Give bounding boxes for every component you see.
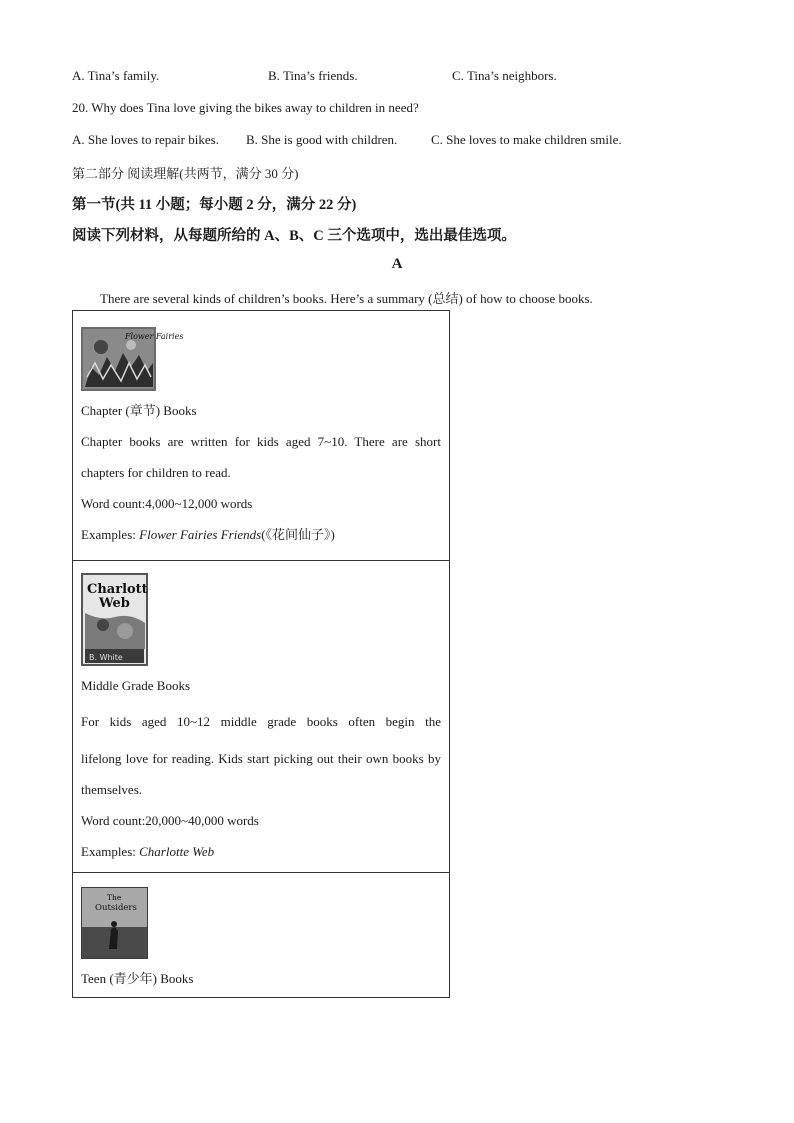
book-desc-chapter: Chapter books are written for kids aged 7~10. There are short chapters for children to read.: [81, 434, 441, 480]
book-cell-chapter: [73, 311, 450, 561]
q19-option-c: C. Tina’s neighbors.: [452, 68, 557, 83]
section1-title: 第一节(共 11 小题；每小题 2 分，满分 22 分): [72, 197, 357, 213]
part2-title: 第二部分 阅读理解(共两节，满分 30 分): [72, 166, 299, 181]
books-table: [72, 310, 450, 998]
q20-option-a: A. She loves to repair bikes.: [72, 132, 219, 147]
book-cell-middle-grade: [73, 561, 450, 873]
book-wordcount-chapter: Word count:4,000~12,000 words: [81, 496, 253, 511]
book-row-middle-grade: [73, 561, 450, 873]
cover-title-text: Charlott: [87, 582, 148, 597]
passage-intro: There are several kinds of children’s books. Here’s a summary (总结) of how to choose books.: [100, 291, 593, 306]
svg-text:The: The: [107, 893, 122, 902]
q20-option-c: C. She loves to make children smile.: [431, 132, 622, 147]
svg-text:Web: Web: [99, 596, 130, 611]
svg-text:B. White: B. White: [89, 653, 123, 662]
cover-title-text: Flower Fairies: [125, 332, 184, 341]
the-outsiders-cover-image: [81, 887, 148, 959]
book-title-teen: Teen (青少年) Books: [81, 971, 194, 986]
q19-option-a: A. Tina’s family.: [72, 68, 160, 83]
cover-title-text: Outsiders: [95, 903, 137, 913]
book-row-chapter: [73, 311, 450, 561]
book-desc-middle-grade-line1: For kids aged 10~12 middle grade books often begin the: [81, 714, 441, 729]
book-title-middle-grade: Middle Grade Books: [81, 678, 191, 693]
instruction: 阅读下列材料，从每题所给的 A、B、C 三个选项中，选出最佳选项。: [72, 228, 516, 244]
book-wordcount-middle-grade: Word count:20,000~40,000 words: [81, 813, 259, 828]
book-desc-middle-grade-line2: lifelong love for reading. Kids start picking out their own books by themselves.: [81, 751, 441, 797]
q19-option-b: B. Tina’s friends.: [268, 68, 358, 83]
passage-label: A: [391, 256, 403, 272]
book-row-teen: [73, 873, 450, 998]
book-cell-teen: [73, 873, 450, 998]
flower-fairies-cover-image: [81, 327, 184, 391]
q20-question: 20. Why does Tina love giving the bikes away to children in need?: [72, 100, 419, 115]
q20-option-b: B. She is good with children.: [246, 132, 398, 147]
book-examples-chapter: Examples: Flower Fairies Friends(《花间仙子》): [81, 527, 335, 542]
book-examples-middle-grade: Examples: Charlotte Web: [81, 844, 215, 859]
book-title-chapter: Chapter (章节) Books: [81, 403, 197, 418]
charlottes-web-cover-image: [81, 573, 148, 666]
